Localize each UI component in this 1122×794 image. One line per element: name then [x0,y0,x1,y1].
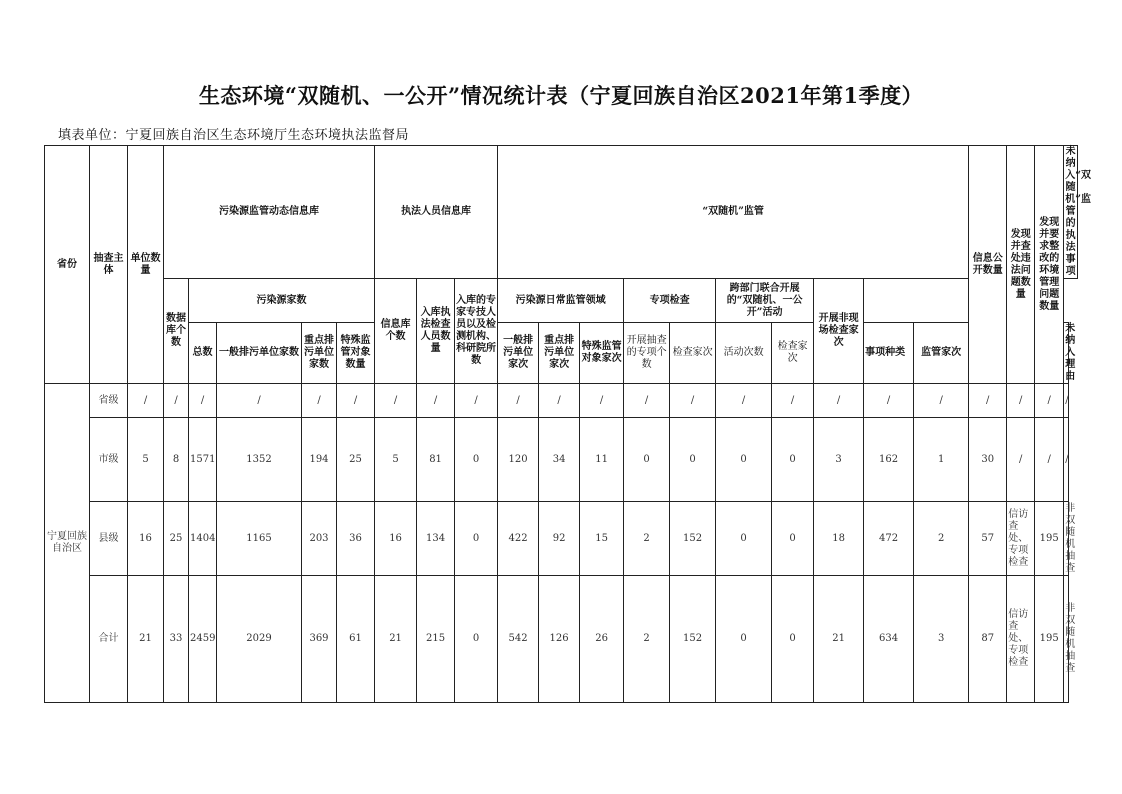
header-reason: 未纳入理由 [1065,323,1076,382]
value-cell: 152 [670,502,716,576]
value-cell: / [455,384,498,418]
value-cell: 92 [539,502,580,576]
header-special-items: 开展抽查的专项个数 [624,323,670,384]
value-cell: / [670,384,716,418]
value-cell: 472 [864,502,914,576]
value-cell: 3 [814,418,864,502]
value-cell: 0 [455,576,498,703]
level-cell: 县级 [90,502,128,576]
value-cell: / [217,384,302,418]
level-cell: 省级 [90,384,128,418]
header-key-checks: 重点排污单位家次 [539,323,580,384]
value-cell: / [1035,384,1064,418]
header-non-field: 开展非现场检查家次 [814,279,864,384]
fill-unit: 填表单位：宁夏回族自治区生态环境厅生态环境执法监督局 [58,128,410,143]
value-cell: 203 [302,502,337,576]
header-pollution-households: 污染源家数 [189,279,375,323]
value-cell: / [969,384,1007,418]
page-title: 生态环境“双随机、一公开”情况统计表（宁夏回族自治区2021年第1季度） [198,83,924,108]
statistics-table [44,145,1091,703]
value-cell: / [498,384,539,418]
value-cell: / [1064,384,1069,418]
value-cell: / [1007,418,1035,502]
reason-cell: 非双随机抽查 [1064,576,1069,703]
header-pollution-db: 污染源监管动态信息库 [164,146,375,279]
value-cell: 0 [716,576,772,703]
value-cell: 25 [337,418,375,502]
header-db-count: 数据库个数 [164,279,189,384]
value-cell: 2029 [217,576,302,703]
value-cell: 195 [1035,576,1064,703]
value-cell: 422 [498,502,539,576]
table-row [45,502,1078,576]
value-cell: 152 [670,576,716,703]
header-special-inspection: 专项检查 [624,279,716,323]
value-cell: 5 [128,418,164,502]
value-cell: 16 [128,502,164,576]
value-cell: 1352 [217,418,302,502]
value-cell: / [1035,418,1064,502]
value-cell: 81 [417,418,455,502]
header-rectify: 发现并要求整改的环境管理问题数量 [1035,146,1064,384]
header-unit-count: 单位数量 [128,146,164,384]
level-cell: 合计 [90,576,128,703]
value-cell: 1 [914,418,969,502]
level-cell: 市级 [90,418,128,502]
value-cell: 2 [624,502,670,576]
header-key-units: 重点排污单位家数 [302,323,337,384]
value-cell: 0 [455,418,498,502]
header-supervised: 监管家次 [914,323,969,384]
header-activity-count: 活动次数 [716,323,772,384]
value-cell: 194 [302,418,337,502]
header-info-db-count: 信息库个数 [375,279,417,384]
value-cell: 120 [498,418,539,502]
value-cell: 369 [302,576,337,703]
header-general-units: 一般排污单位家数 [217,323,302,384]
header-not-included: 未纳入“双随机”监管的执法事项 [1065,146,1091,277]
value-cell: / [375,384,417,418]
header-item-type: 事项种类 [864,323,914,384]
header-inspection-checks: 检查家次 [670,323,716,384]
value-cell: / [580,384,624,418]
table-row [45,576,1078,703]
value-cell: 0 [772,502,814,576]
reason-cell: 非双随机抽查 [1065,502,1076,574]
value-cell: / [864,384,914,418]
value-cell: / [1064,418,1069,502]
header-joint-checks: 检查家次 [772,323,814,384]
value-cell: 542 [498,576,539,703]
header-daily-supervision: 污染源日常监管领域 [498,279,624,323]
value-cell: 0 [455,502,498,576]
value-cell: 33 [164,576,189,703]
value-cell: 162 [864,418,914,502]
value-cell: / [189,384,217,418]
header-joint: 跨部门联合开展的“双随机、一公开”活动 [716,279,814,323]
value-cell: 0 [670,418,716,502]
value-cell: 0 [772,418,814,502]
value-cell: / [914,384,969,418]
value-cell: 36 [337,502,375,576]
header-not-included-spacer [864,279,1007,323]
value-cell: 634 [864,576,914,703]
value-cell: / [417,384,455,418]
value-cell: 21 [128,576,164,703]
header-info-public: 信息公开数量 [969,146,1007,384]
value-cell: 21 [814,576,864,703]
value-cell: 1404 [189,502,217,576]
value-cell: / [1007,384,1035,418]
value-cell: 21 [375,576,417,703]
item-type-cell: 信访查处、专项检查 [1007,576,1035,703]
header-total: 总数 [189,323,217,384]
province-cell: 宁夏回族自治区 [45,384,90,703]
value-cell: 61 [337,576,375,703]
value-cell: 87 [969,576,1007,703]
value-cell: 0 [716,502,772,576]
value-cell: 1571 [189,418,217,502]
value-cell: 26 [580,576,624,703]
value-cell: 8 [164,418,189,502]
header-violations: 发现并查处违法问题数量 [1007,146,1035,384]
value-cell: / [716,384,772,418]
value-cell: / [128,384,164,418]
value-cell: 18 [814,502,864,576]
value-cell: 1165 [217,502,302,576]
header-enforcers-in-db: 入库执法检查人员数量 [417,279,455,384]
table-row [45,384,1078,418]
value-cell: 0 [716,418,772,502]
value-cell: 0 [624,418,670,502]
value-cell: 2 [914,502,969,576]
value-cell: 134 [417,502,455,576]
value-cell: 30 [969,418,1007,502]
header-general-checks: 一般排污单位家次 [498,323,539,384]
value-cell: 11 [580,418,624,502]
table-row [45,418,1078,502]
value-cell: 215 [417,576,455,703]
value-cell: 2459 [189,576,217,703]
header-province: 省份 [45,146,90,384]
value-cell: / [624,384,670,418]
value-cell: 25 [164,502,189,576]
value-cell: 0 [772,576,814,703]
value-cell: / [814,384,864,418]
header-enforcer-db: 执法人员信息库 [375,146,498,279]
value-cell: 3 [914,576,969,703]
header-subject: 抽查主体 [90,146,128,384]
value-cell: / [337,384,375,418]
header-experts: 入库的专家专技人员以及检测机构、科研院所数 [455,279,498,384]
header-special-checks: 特殊监管对象家次 [580,323,624,384]
header-special-objects: 特殊监管对象数量 [337,323,375,384]
value-cell: 5 [375,418,417,502]
value-cell: / [302,384,337,418]
value-cell: / [539,384,580,418]
header-double-random: “双随机”监管 [498,146,969,279]
value-cell: / [164,384,189,418]
value-cell: 57 [969,502,1007,576]
value-cell: / [772,384,814,418]
value-cell: 16 [375,502,417,576]
value-cell: 126 [539,576,580,703]
value-cell: 2 [624,576,670,703]
item-type-cell: 信访查处、专项检查 [1007,502,1035,576]
value-cell: 195 [1035,502,1064,576]
value-cell: 15 [580,502,624,576]
value-cell: 34 [539,418,580,502]
